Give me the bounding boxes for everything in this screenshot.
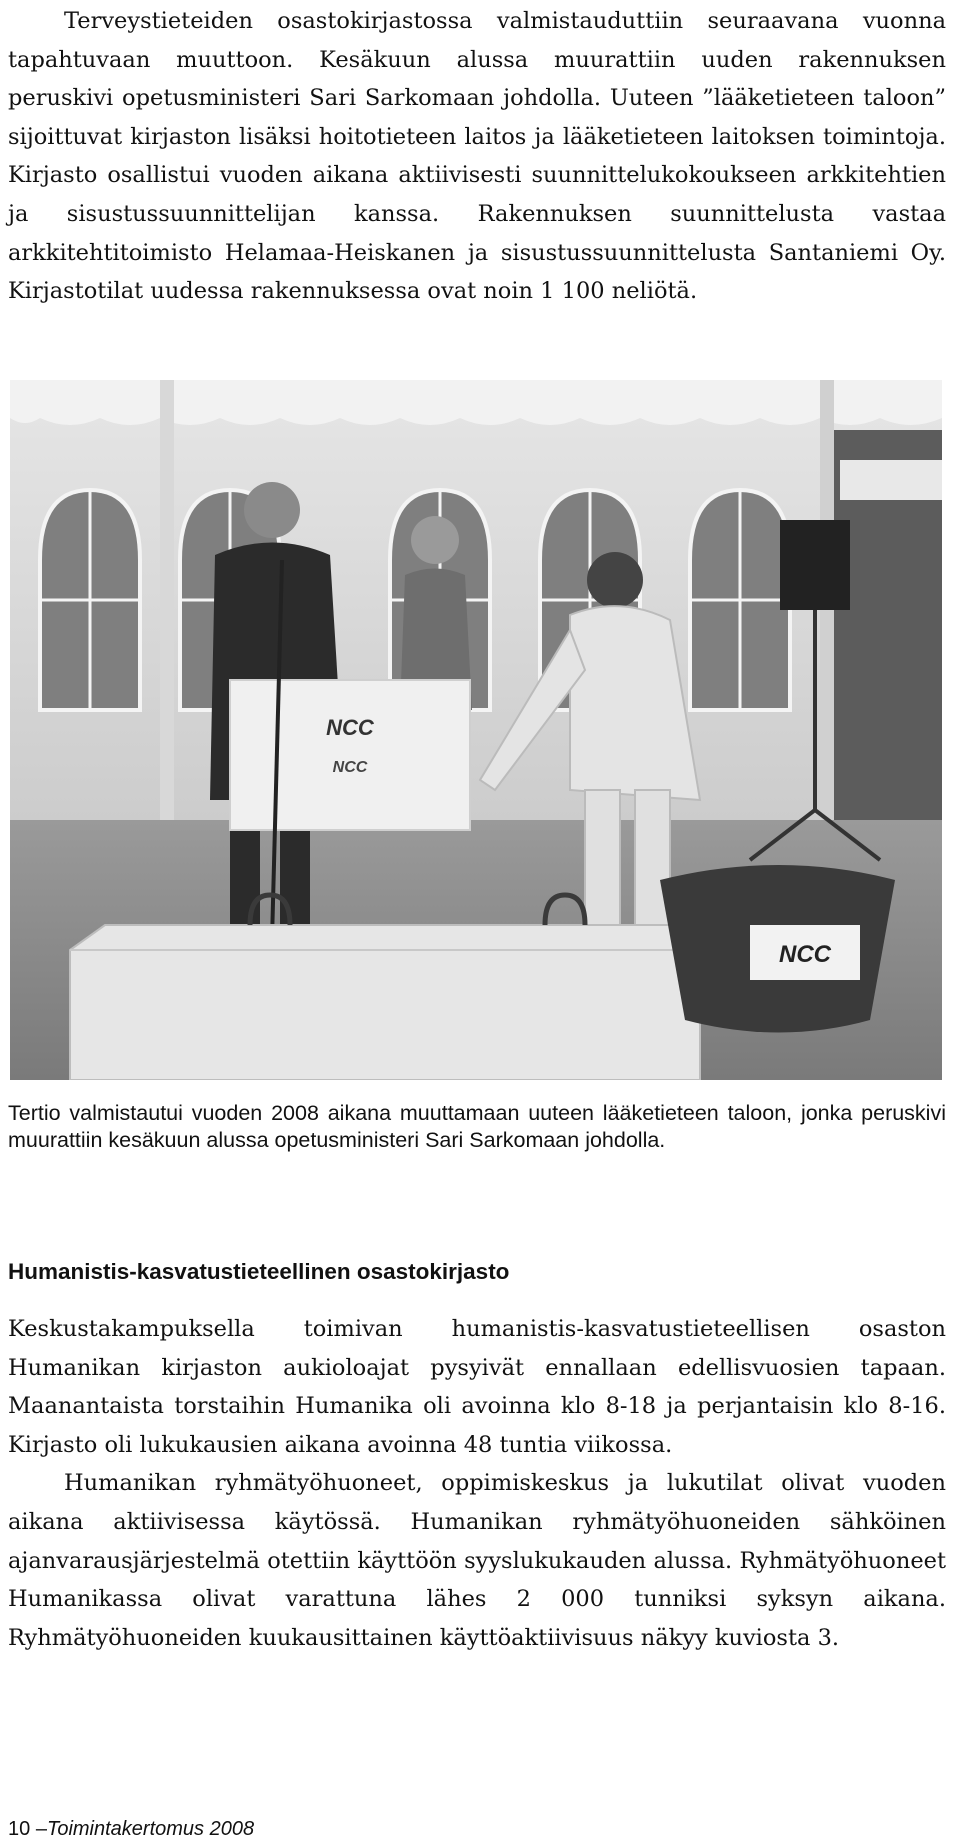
section-paragraph-2: Humanikan ryhmätyöhuoneet, oppimiskeskus ja lukutilat olivat vuoden aikana aktiivisessa käytössä. Humanikan ryhmätyöhuoneiden sähköinen ajanvarausjärjestelmä otettiin käyttöön syyslukukauden alussa. Ryhmätyöhuoneet Humanikassa olivat varattuna lähes 2 000 tunniksi syksyn aikana. Ryhmätyöhuoneiden kuukausittainen käyttöaktiivisuus näkyy kuviosta 3. xyxy=(8,1470,946,1651)
photo-caption: Tertio valmistautui vuoden 2008 aikana muuttamaan uuteen lääketieteen taloon, jonka peruskivi muurattiin kesäkuun alussa opetusministeri Sari Sarkomaan johdolla. xyxy=(8,1101,946,1152)
podium-logo-bottom: NCC xyxy=(332,759,368,776)
tub-logo: NCC xyxy=(779,941,831,968)
section-body xyxy=(8,1310,946,1657)
podium-logo-top: NCC xyxy=(326,715,374,740)
publication-title: Toimintakertomus 2008 xyxy=(46,1818,255,1840)
intro-paragraph: Terveystieteiden osastokirjastossa valmistauduttiin seuraavana vuonna tapahtuvaan muuttoon. Kesäkuun alussa muurattiin uuden rakennuksen peruskivi opetusministeri Sari Sarkomaan johdolla. Uuteen ”lääketieteen taloon” sijoittuvat kirjaston lisäksi hoitotieteen laitos ja lääketieteen laitoksen toimintoja. Kirjasto osallistui vuoden aikana aktiivisesti suunnittelukokoukseen arkkitehtien ja sisustussuunnittelijan kanssa. Rakennuksen suunnittelusta vastaa arkkitehtitoimisto Helamaa-Heiskanen ja sisustussuunnittelusta Santaniemi Oy. Kirjastotilat uudessa rakennuksessa ovat noin 1 100 neliötä. xyxy=(8,8,946,305)
section-paragraph-1: Keskustakampuksella toimivan humanistis-kasvatustieteellisen osaston Humanikan kirjaston aukioloajat pysyivät ennallaan edellisvuosien tapaan. Maanantaista torstaihin Humanika oli avoinna klo 8-18 ja perjantaisin klo 8-16. Kirjasto oli lukukausien aikana avoinna 48 tuntia viikossa. xyxy=(8,1316,946,1458)
section-heading: Humanistis-kasvatustieteellinen osastokirjasto xyxy=(8,1259,510,1284)
footer-separator: – xyxy=(35,1818,47,1840)
page-number: 10 xyxy=(8,1818,31,1840)
ceremony-photo xyxy=(10,380,942,1080)
intro-paragraph-block xyxy=(8,2,946,311)
ceremony-photo-illustration xyxy=(10,380,942,1080)
page-footer xyxy=(8,1817,254,1841)
